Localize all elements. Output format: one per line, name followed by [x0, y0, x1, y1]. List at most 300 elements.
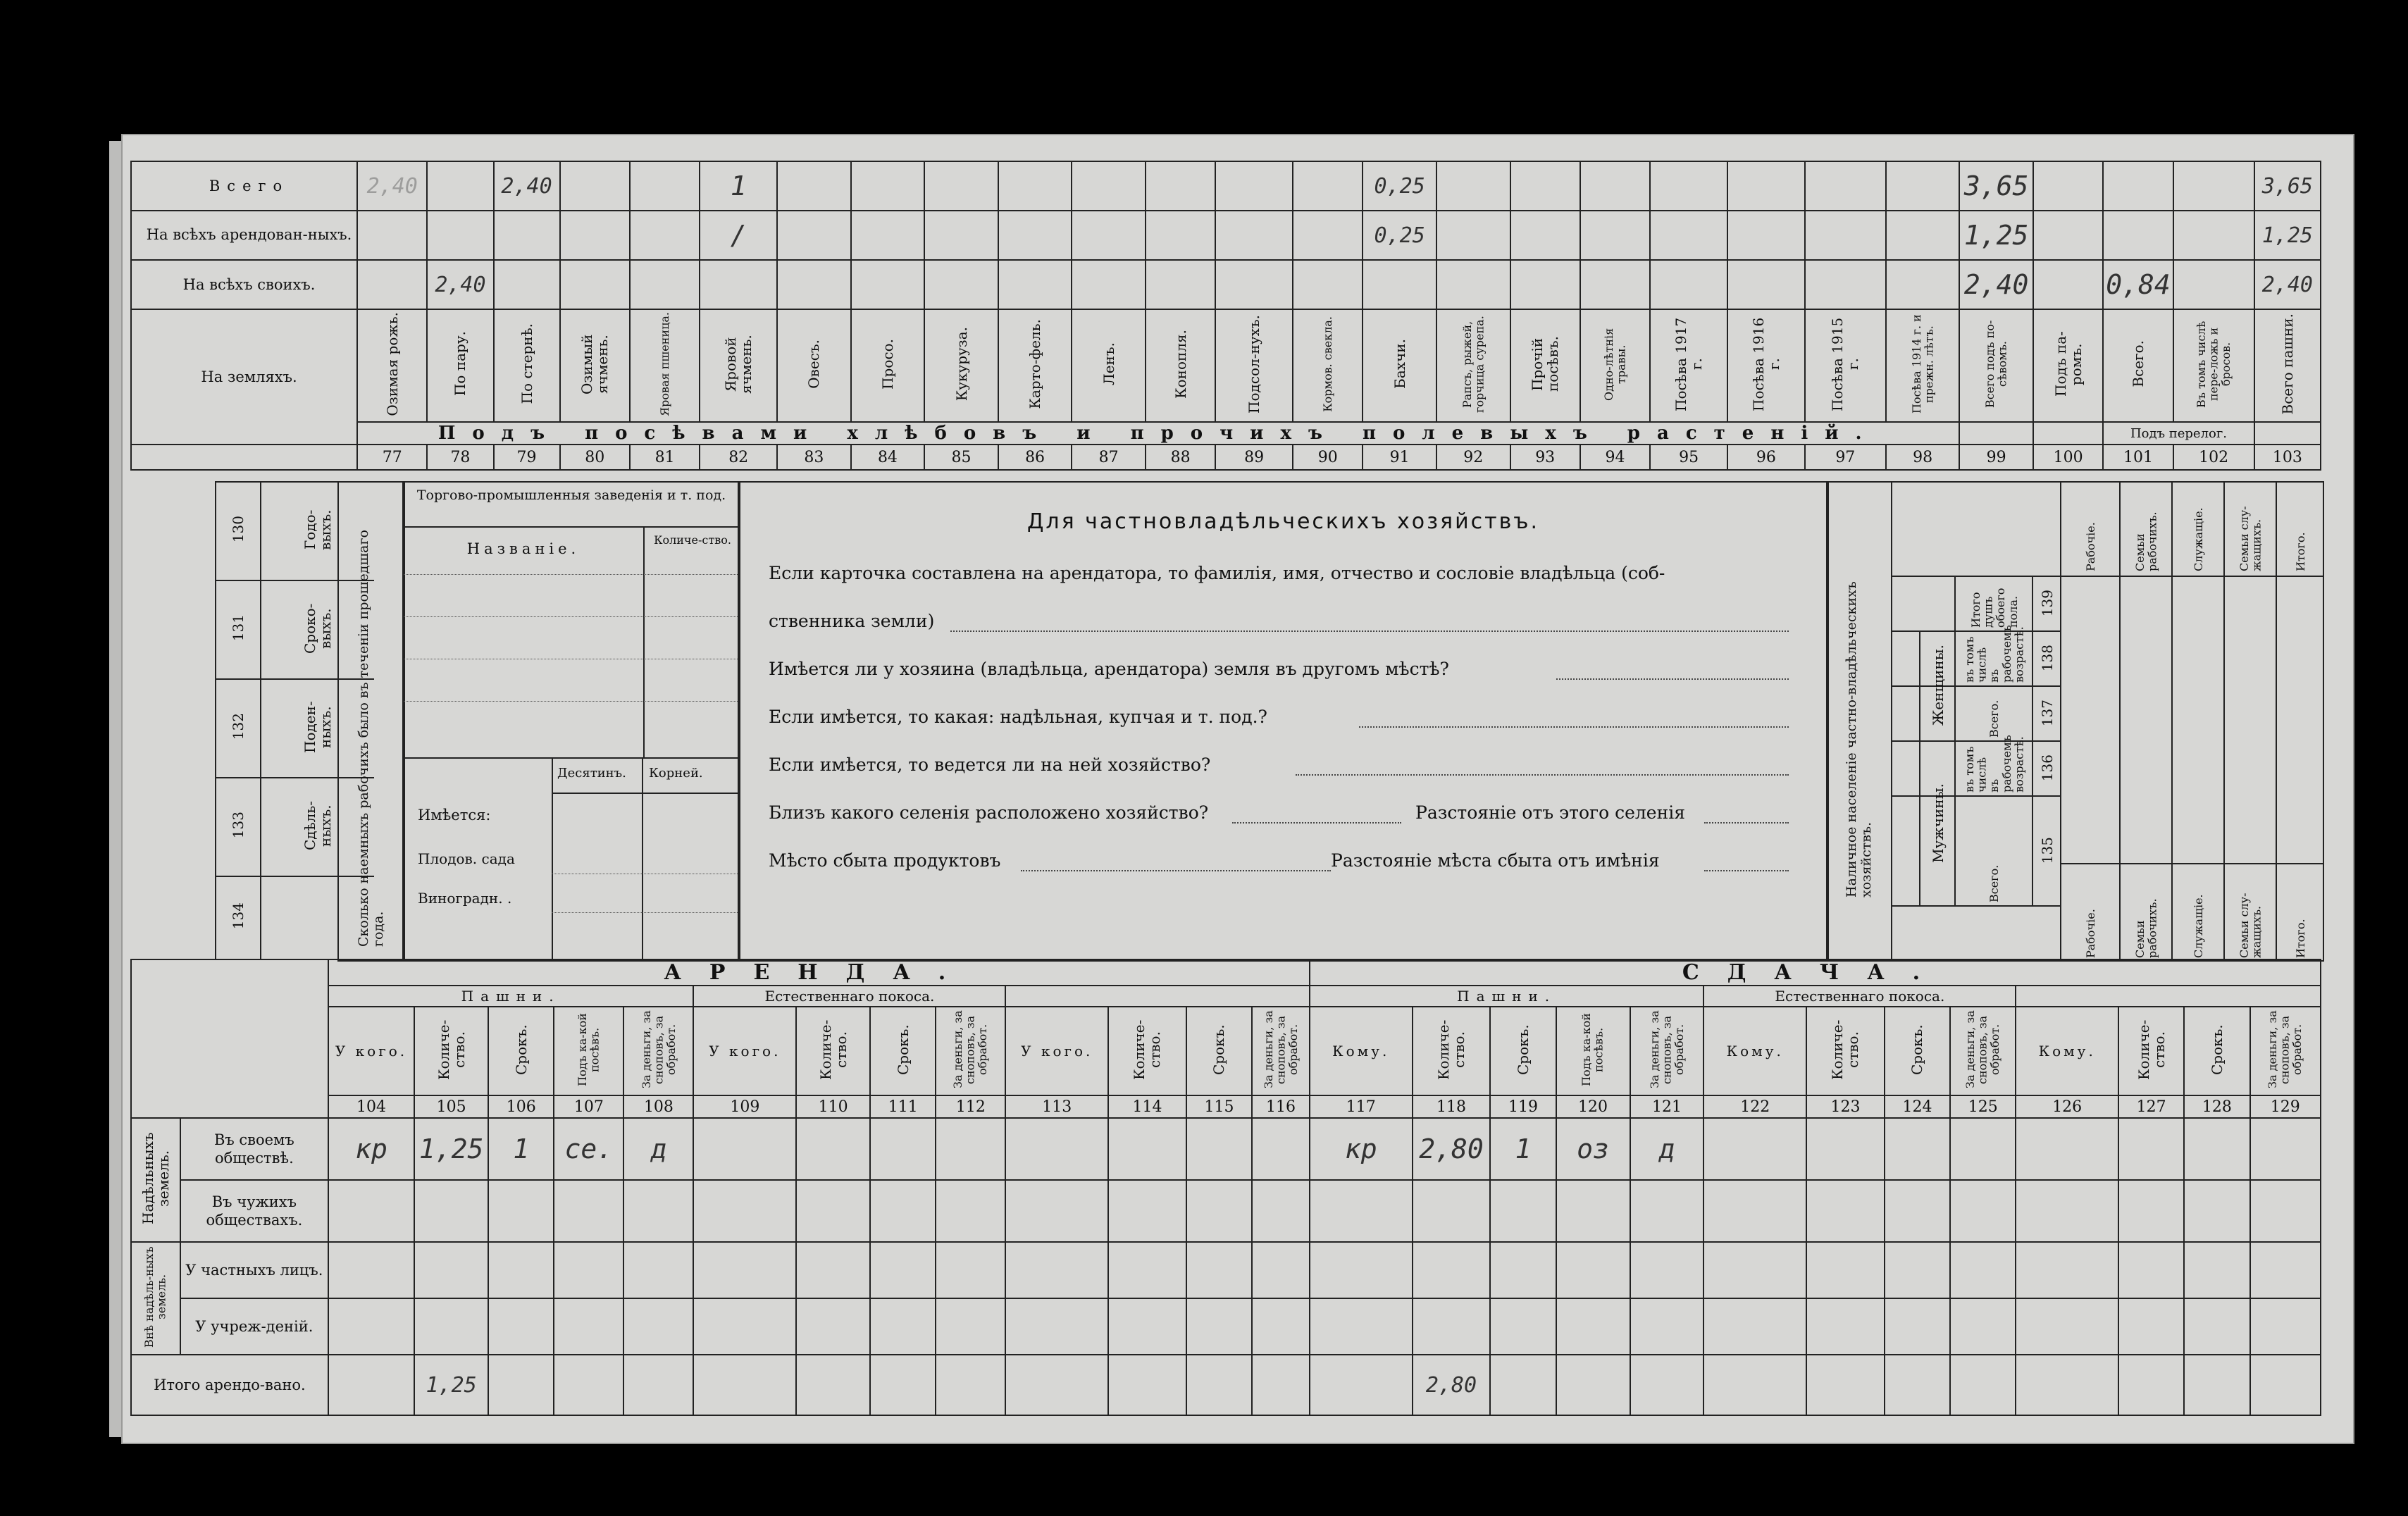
- rent-cell: [2250, 1355, 2321, 1415]
- cell: [560, 211, 630, 260]
- trade-vineyard: Виноградн. .: [418, 890, 512, 907]
- cell: [427, 211, 493, 260]
- cell: [1805, 260, 1886, 309]
- rent-col-head: [1630, 1007, 1704, 1095]
- hand-value: 1,25: [1963, 220, 2029, 251]
- trade-has: Имѣется:: [418, 807, 491, 824]
- rent-cell: [488, 1298, 554, 1355]
- population-col-label: Итого.: [2293, 532, 2307, 571]
- workers-number-cell: [216, 876, 261, 959]
- cell: [1959, 260, 2033, 309]
- rent-cell: [1490, 1180, 1556, 1242]
- rent-cell: [2016, 1180, 2118, 1242]
- rent-cell: [488, 1180, 554, 1242]
- cell: [1363, 211, 1436, 260]
- rent-cell: [693, 1298, 796, 1355]
- crop-col-head: [1436, 309, 1510, 422]
- hand-value: се.: [564, 1133, 614, 1164]
- crop-col-number: 91: [1363, 445, 1436, 470]
- cell: [630, 161, 700, 211]
- cell: [2173, 161, 2254, 211]
- trade-title: Торгово-промышленныя заведенія и т. под.: [416, 487, 726, 503]
- cell: [357, 260, 427, 309]
- cell: [1727, 211, 1805, 260]
- hand-value: 2,80: [1419, 1133, 1484, 1164]
- rent-col-label: Кому.: [1726, 1043, 1784, 1060]
- workers-label: Годо-выхъ.: [302, 509, 335, 550]
- rent-cell: [936, 1298, 1005, 1355]
- rent-col-label: Количе-ство.: [1829, 1019, 1862, 1080]
- rent-col-head: [693, 1007, 796, 1095]
- rent-col-number: 105: [414, 1095, 488, 1118]
- rent-cell: [1252, 1118, 1310, 1180]
- cell: [1363, 161, 1436, 211]
- cell: [494, 161, 560, 211]
- rent-cell: [796, 1118, 870, 1180]
- rent-col-label: За деньги, за сноповъ, за обработ.: [951, 1010, 990, 1088]
- rent-col-head: [328, 1007, 414, 1095]
- rent-col-label: За деньги, за сноповъ, за обработ.: [2266, 1010, 2304, 1088]
- hand-value: 1: [513, 1133, 530, 1164]
- row-label-own: На всѣхъ своихъ.: [131, 260, 357, 309]
- crop-col-label: Рапсъ, рыжей, горчица сурепа.: [1460, 315, 1487, 413]
- rent-col-head: [554, 1007, 623, 1095]
- cell: [560, 260, 630, 309]
- crop-col-head: [1146, 309, 1215, 422]
- population-row-label: въ томъ числѣ въ рабочемъ возрастѣ.: [1963, 625, 2026, 683]
- rent-col-head: [1310, 1007, 1413, 1095]
- cell: [427, 260, 493, 309]
- rent-cell: [796, 1355, 870, 1415]
- cell: [1436, 211, 1510, 260]
- rent-cell: [623, 1242, 693, 1298]
- crop-col-label: Посѣва 1917 г.: [1672, 316, 1706, 411]
- private-q3: Если имѣется, то какая: надѣльная, купчая и т. под.?: [769, 707, 1267, 727]
- rent-cell: [623, 1180, 693, 1242]
- cell: [630, 260, 700, 309]
- rent-cell: [554, 1355, 623, 1415]
- crop-col-number: 99: [1959, 445, 2033, 470]
- cell: [1580, 260, 1650, 309]
- group-vne-label: Внѣ надѣль-ныхъ земель.: [142, 1245, 168, 1348]
- rent-row-label: У частныхъ лицъ.: [180, 1242, 328, 1298]
- rent-row: [131, 1180, 2321, 1242]
- rent-cell: [488, 1242, 554, 1298]
- rent-cell: [1950, 1298, 2016, 1355]
- hand-value: д: [650, 1133, 667, 1164]
- hand-value: кр: [355, 1133, 387, 1164]
- rent-cell: [1630, 1242, 1704, 1298]
- rent-cell: [1005, 1180, 1108, 1242]
- hand-value: 1,25: [2261, 223, 2313, 248]
- crops-table: [130, 161, 2321, 471]
- crop-col-head: [1363, 309, 1436, 422]
- cell: [2254, 161, 2321, 211]
- rent-col-head: [414, 1007, 488, 1095]
- cell: [1727, 260, 1805, 309]
- cell: [1146, 211, 1215, 260]
- cell: [357, 161, 427, 211]
- sdacha-header: СДАЧА.: [1310, 959, 2321, 986]
- rent-cell: [623, 1118, 693, 1180]
- rent-cell: [796, 1180, 870, 1242]
- rent-cell: [1005, 1242, 1108, 1298]
- rent-cell: [870, 1242, 936, 1298]
- rent-col-number: 126: [2016, 1095, 2118, 1118]
- population-row: [1891, 685, 2060, 742]
- population-row-number: 139: [2039, 589, 2056, 617]
- crop-col-label: Подсол-нухъ.: [1246, 314, 1263, 414]
- rent-cell: [2184, 1242, 2249, 1298]
- cell: [851, 260, 925, 309]
- cell: [1215, 211, 1293, 260]
- cell: [1436, 260, 1510, 309]
- population-col-label-bottom: Семьи рабочихъ.: [2133, 898, 2159, 958]
- rent-col-number: 109: [693, 1095, 796, 1118]
- rent-cell: [328, 1298, 414, 1355]
- rent-cell: [1005, 1118, 1108, 1180]
- crop-col-label: Подъ па-ромъ.: [2052, 331, 2085, 397]
- rent-cell: [1806, 1180, 1885, 1242]
- rent-cell: [1703, 1242, 1806, 1298]
- workers-number-cell: [216, 778, 261, 876]
- rent-cell: [693, 1180, 796, 1242]
- cell: [1293, 161, 1363, 211]
- population-col: [2060, 483, 2121, 960]
- crop-col-head: [1959, 309, 2033, 422]
- rent-cell: [1885, 1180, 1950, 1242]
- rent-cell: [1630, 1355, 1704, 1415]
- population-col-label: Семьи слу-жащихъ.: [2238, 506, 2264, 571]
- rent-cell: [328, 1355, 414, 1415]
- cell: [2103, 260, 2173, 309]
- rent-cell: [1413, 1180, 1491, 1242]
- crop-col-label: По стернѣ.: [518, 323, 535, 404]
- rent-cell: [1186, 1118, 1252, 1180]
- cell: [1805, 211, 1886, 260]
- cell: [2254, 211, 2321, 260]
- cell: [1293, 260, 1363, 309]
- workers-label: Поден-ныхъ.: [302, 700, 335, 753]
- crop-col-label: Посѣва 1916 г.: [1749, 316, 1782, 411]
- rent-cell: [1310, 1180, 1413, 1242]
- private-q5: Близъ какого селенія расположено хозяйство?: [769, 802, 1209, 823]
- workers-label: Сдѣль-ныхъ.: [302, 800, 335, 850]
- rent-cell: [1703, 1180, 1806, 1242]
- population-col: [2223, 483, 2277, 960]
- rent-col-number: 127: [2118, 1095, 2184, 1118]
- rent-cell: [554, 1180, 623, 1242]
- cell: [2173, 211, 2254, 260]
- cell: [1436, 161, 1510, 211]
- cell: [1510, 161, 1580, 211]
- cell: [1650, 211, 1727, 260]
- rent-col-label: Срокъ.: [1909, 1024, 1926, 1075]
- rent-cell: [2250, 1118, 2321, 1180]
- rent-cell: [1885, 1118, 1950, 1180]
- population-row: [1891, 735, 2060, 797]
- rent-cell: [1252, 1355, 1310, 1415]
- population-row-label: Всего.: [1987, 700, 2002, 738]
- crop-col-label: Одно-лѣтнія травы.: [1601, 327, 1628, 401]
- cell: [1146, 260, 1215, 309]
- crop-col-label: Всего пашни.: [2278, 313, 2296, 415]
- hand-value: 1: [730, 170, 747, 201]
- crop-col-head: [1650, 309, 1727, 422]
- crop-col-head: [1727, 309, 1805, 422]
- rent-col-number: 118: [1413, 1095, 1491, 1118]
- population-block: [1826, 481, 2324, 962]
- cell: [2173, 260, 2254, 309]
- rent-cell: [796, 1242, 870, 1298]
- population-col-label: Рабочіе.: [2084, 522, 2098, 571]
- cell: [1886, 260, 1960, 309]
- hand-value: оз: [1577, 1133, 1609, 1164]
- rent-col-number: 125: [1950, 1095, 2016, 1118]
- rent-cell: [2016, 1298, 2118, 1355]
- rent-corner: [131, 959, 328, 1118]
- rent-col-head: [2016, 1007, 2118, 1095]
- rent-col-label: За деньги, за сноповъ, за обработ.: [1261, 1010, 1300, 1088]
- cell: [2033, 260, 2103, 309]
- rent-cell: [1310, 1298, 1413, 1355]
- cell: [2254, 260, 2321, 309]
- rent-row: [131, 1118, 2321, 1180]
- cell: [1363, 260, 1436, 309]
- workers-question-text: Сколько наемныхъ рабочихъ было въ теченіи прошедшаго года.: [356, 530, 386, 947]
- crop-col-head: [2173, 309, 2254, 422]
- private-q6b: Разстояніе мѣста сбыта отъ имѣнія: [1331, 850, 1660, 871]
- rent-cell: [2118, 1118, 2184, 1180]
- rent-cell: [623, 1298, 693, 1355]
- cell: [1727, 161, 1805, 211]
- rent-col-label: У кого.: [335, 1043, 408, 1060]
- crop-col-head: [700, 309, 777, 422]
- rent-col-number: 115: [1186, 1095, 1252, 1118]
- rent-col-head: [1885, 1007, 1950, 1095]
- cell: [700, 211, 777, 260]
- population-col-label: Семьи рабочихъ.: [2133, 511, 2159, 571]
- rent-row: [131, 1298, 2321, 1355]
- rent-col-head: [936, 1007, 1005, 1095]
- cell: [2103, 161, 2173, 211]
- sdacha-pokos: Естественнаго покоса.: [1703, 986, 2016, 1007]
- trade-block: [402, 481, 740, 962]
- cell: [851, 161, 925, 211]
- arenda-header: АРЕНДА.: [328, 959, 1310, 986]
- rent-cell: [1108, 1118, 1186, 1180]
- rent-col-label: У кого.: [709, 1043, 781, 1060]
- workers-number: 133: [230, 812, 247, 839]
- rent-col-number: 111: [870, 1095, 936, 1118]
- crop-col-number: 87: [1072, 445, 1146, 470]
- cell: [924, 161, 998, 211]
- rent-col-label: Количе-ство.: [1131, 1019, 1164, 1080]
- rent-col-head: [1186, 1007, 1252, 1095]
- crop-col-head: [1805, 309, 1886, 422]
- cell: [1510, 260, 1580, 309]
- private-farms-block: [738, 481, 1829, 962]
- rent-cell: [414, 1180, 488, 1242]
- rent-cell: [1252, 1298, 1310, 1355]
- cell: [560, 161, 630, 211]
- private-q1: Если карточка составлена на арендатора, то фамилія, имя, отчество и сословіе владѣльца (соб-: [769, 563, 1665, 583]
- rent-col-label: Количе-ство.: [817, 1019, 850, 1080]
- rent-cell: [414, 1355, 488, 1415]
- rent-col-head: [1108, 1007, 1186, 1095]
- crop-col-label: Всего.: [2129, 340, 2147, 387]
- rent-cell: [1950, 1118, 2016, 1180]
- rent-cell: [1186, 1355, 1252, 1415]
- rent-col-number: 124: [1885, 1095, 1950, 1118]
- rent-col-number: 108: [623, 1095, 693, 1118]
- row-label-total: Всего: [131, 161, 357, 211]
- workers-number-cell: [216, 482, 261, 580]
- workers-number-cell: [216, 580, 261, 679]
- rent-col-number: 107: [554, 1095, 623, 1118]
- rent-cell: [1950, 1180, 2016, 1242]
- rent-cell: [328, 1118, 414, 1180]
- rent-col-number: 129: [2250, 1095, 2321, 1118]
- population-men: Мужчины.: [1930, 783, 1947, 863]
- rent-col-head: [623, 1007, 693, 1095]
- workers-question: [337, 481, 405, 962]
- workers-number: 132: [230, 713, 247, 740]
- rent-cell: [870, 1355, 936, 1415]
- rent-cell: [2184, 1118, 2249, 1180]
- crop-col-number: 77: [357, 445, 427, 470]
- arenda-pokos: Естественнаго покоса.: [693, 986, 1005, 1007]
- cell: [1959, 211, 2033, 260]
- hand-value: 2,40: [501, 173, 552, 199]
- crop-col-label: Яровая пшеница.: [657, 311, 671, 416]
- crop-col-label: Всего подъ по-сѣвомъ.: [1983, 320, 2009, 408]
- rent-col-label: У кого.: [1021, 1043, 1093, 1060]
- crop-col-number: 84: [851, 445, 925, 470]
- rent-cell: [1310, 1242, 1413, 1298]
- crop-col-number: 101: [2103, 445, 2173, 470]
- hand-value: д: [1658, 1133, 1675, 1164]
- cell: [1072, 211, 1146, 260]
- rent-col-number: 112: [936, 1095, 1005, 1118]
- population-row: [1891, 576, 2060, 632]
- rent-cell: [1556, 1118, 1630, 1180]
- cell: [1146, 161, 1215, 211]
- arenda-pashni: Пашни.: [328, 986, 694, 1007]
- row-label-lands: На земляхъ.: [131, 309, 357, 445]
- hand-value: 2,40: [435, 272, 486, 297]
- private-q1b: ственника земли): [769, 611, 935, 631]
- crop-col-number: 103: [2254, 445, 2321, 470]
- cell: [2254, 422, 2321, 445]
- hand-value: кр: [1344, 1133, 1377, 1164]
- rent-cell: [1630, 1298, 1704, 1355]
- cell: [2103, 211, 2173, 260]
- cell: [1959, 422, 2033, 445]
- rent-cell: [1108, 1242, 1186, 1298]
- cell: [1072, 161, 1146, 211]
- hand-value: 2,40: [366, 173, 418, 199]
- hand-value: 0,25: [1374, 173, 1425, 199]
- population-col-label-bottom: Семьи слу-жащихъ.: [2238, 893, 2264, 958]
- rent-col-number: 117: [1310, 1095, 1413, 1118]
- crop-col-label: Посѣва 1915 г.: [1829, 316, 1862, 411]
- rent-cell: [1413, 1118, 1491, 1180]
- rent-cell: [1490, 1298, 1556, 1355]
- cell: [1580, 161, 1650, 211]
- sdacha-pashni: Пашни.: [1310, 986, 1704, 1007]
- rent-cell: [936, 1355, 1005, 1415]
- rent-table: [130, 959, 2321, 1416]
- rent-row: [131, 1355, 2321, 1415]
- crop-col-head: [1072, 309, 1146, 422]
- sdacha-blank: [2016, 986, 2321, 1007]
- rent-cell: [2250, 1180, 2321, 1242]
- population-row-number: 135: [2039, 836, 2056, 864]
- crop-col-number: 90: [1293, 445, 1363, 470]
- banner-sown: Подъ посѣвами хлѣбовъ и прочихъ полевыхъ растеній.: [357, 422, 1959, 445]
- population-row-label: въ томъ числѣ въ рабочемъ возрастѣ.: [1963, 735, 2026, 793]
- cell: [2033, 422, 2103, 445]
- crop-col-number: 96: [1727, 445, 1805, 470]
- rent-col-number: 122: [1703, 1095, 1806, 1118]
- rent-cell: [1252, 1180, 1310, 1242]
- rent-col-head: [796, 1007, 870, 1095]
- population-row-number: 136: [2039, 754, 2056, 782]
- crop-col-head: [998, 309, 1072, 422]
- workers-label: Сроко-выхъ.: [302, 602, 335, 654]
- cell: [1072, 260, 1146, 309]
- cell: [1805, 161, 1886, 211]
- rent-col-label: Подъ ка-кой посѣвъ.: [576, 1012, 602, 1086]
- cell: [700, 161, 777, 211]
- rent-cell: [2184, 1298, 2249, 1355]
- population-col-label-bottom: Итого.: [2293, 919, 2307, 958]
- rent-cell: [1186, 1242, 1252, 1298]
- rent-col-label: Срокъ.: [2208, 1024, 2226, 1075]
- rent-col-label: Количе-ство.: [2135, 1019, 2168, 1080]
- rent-cell: [554, 1298, 623, 1355]
- cell: [924, 211, 998, 260]
- crop-col-label: Яровой ячмень.: [722, 334, 755, 394]
- cell: [998, 260, 1072, 309]
- rent-cell: [1950, 1355, 2016, 1415]
- rent-col-number: 119: [1490, 1095, 1556, 1118]
- rent-cell: [1703, 1118, 1806, 1180]
- hand-value: 1: [1515, 1133, 1532, 1164]
- population-title: Наличное населеніе частно-владѣльческихъ хозяйствъ.: [1844, 581, 1874, 897]
- population-row: [1891, 625, 2060, 687]
- crop-col-number: 98: [1886, 445, 1960, 470]
- cell: [1510, 211, 1580, 260]
- crop-col-label: Прочій посѣвъ.: [1529, 336, 1562, 392]
- rent-cell: [1005, 1298, 1108, 1355]
- trade-orchard: Плодов. сада: [418, 850, 515, 867]
- rent-cell: [2118, 1180, 2184, 1242]
- rent-col-head: [2250, 1007, 2321, 1095]
- crop-col-number: 88: [1146, 445, 1215, 470]
- rent-cell: [1806, 1118, 1885, 1180]
- rent-col-number: 104: [328, 1095, 414, 1118]
- rent-col-label: За деньги, за сноповъ, за обработ.: [639, 1010, 678, 1088]
- rent-col-label: Кому.: [1332, 1043, 1390, 1060]
- rent-col-number: 128: [2184, 1095, 2249, 1118]
- cell: [494, 211, 560, 260]
- rent-col-number: 116: [1252, 1095, 1310, 1118]
- rent-col-head: [870, 1007, 936, 1095]
- rent-cell: [554, 1118, 623, 1180]
- rent-cell: [1310, 1355, 1413, 1415]
